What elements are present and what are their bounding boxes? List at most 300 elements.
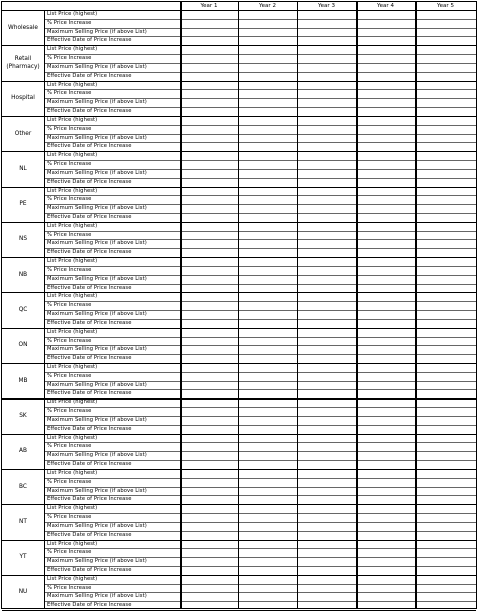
year-5-cell[interactable] xyxy=(415,495,476,504)
year-3-cell[interactable] xyxy=(297,275,356,284)
year-4-cell[interactable] xyxy=(356,248,415,257)
year-3-cell[interactable] xyxy=(297,72,356,81)
year-2-cell[interactable] xyxy=(238,557,297,566)
year-1-cell[interactable] xyxy=(180,151,238,160)
year-3-cell[interactable] xyxy=(297,540,356,549)
year-1-cell[interactable] xyxy=(180,160,238,169)
year-3-cell[interactable] xyxy=(297,107,356,116)
year-5-cell[interactable] xyxy=(415,107,476,116)
year-5-cell[interactable] xyxy=(415,442,476,451)
year-4-cell[interactable] xyxy=(356,151,415,160)
year-1-cell[interactable] xyxy=(180,319,238,328)
year-2-cell[interactable] xyxy=(238,522,297,531)
year-2-cell[interactable] xyxy=(238,531,297,540)
year-4-cell[interactable] xyxy=(356,63,415,72)
year-4-cell[interactable] xyxy=(356,531,415,540)
year-5-cell[interactable] xyxy=(415,354,476,363)
year-3-cell[interactable] xyxy=(297,504,356,513)
year-5-cell[interactable] xyxy=(415,142,476,151)
year-4-cell[interactable] xyxy=(356,495,415,504)
year-3-cell[interactable] xyxy=(297,142,356,151)
year-1-cell[interactable] xyxy=(180,10,238,19)
year-1-cell[interactable] xyxy=(180,540,238,549)
year-1-cell[interactable] xyxy=(180,98,238,107)
year-2-cell[interactable] xyxy=(238,487,297,496)
year-1-cell[interactable] xyxy=(180,592,238,601)
year-3-cell[interactable] xyxy=(297,178,356,187)
year-2-cell[interactable] xyxy=(238,310,297,319)
year-2-cell[interactable] xyxy=(238,134,297,143)
year-2-cell[interactable] xyxy=(238,363,297,372)
year-3-cell[interactable] xyxy=(297,416,356,425)
year-5-cell[interactable] xyxy=(415,204,476,213)
year-4-cell[interactable] xyxy=(356,592,415,601)
year-5-cell[interactable] xyxy=(415,257,476,266)
year-4-cell[interactable] xyxy=(356,337,415,346)
year-3-cell[interactable] xyxy=(297,116,356,125)
year-2-cell[interactable] xyxy=(238,442,297,451)
year-3-cell[interactable] xyxy=(297,195,356,204)
year-2-cell[interactable] xyxy=(238,319,297,328)
year-4-cell[interactable] xyxy=(356,504,415,513)
year-5-cell[interactable] xyxy=(415,319,476,328)
year-1-cell[interactable] xyxy=(180,89,238,98)
year-3-cell[interactable] xyxy=(297,548,356,557)
year-2-cell[interactable] xyxy=(238,142,297,151)
year-3-cell[interactable] xyxy=(297,354,356,363)
year-4-cell[interactable] xyxy=(356,116,415,125)
year-3-cell[interactable] xyxy=(297,372,356,381)
year-2-cell[interactable] xyxy=(238,98,297,107)
year-5-cell[interactable] xyxy=(415,372,476,381)
year-2-cell[interactable] xyxy=(238,495,297,504)
year-4-cell[interactable] xyxy=(356,451,415,460)
year-3-cell[interactable] xyxy=(297,125,356,134)
year-5-cell[interactable] xyxy=(415,239,476,248)
year-5-cell[interactable] xyxy=(415,478,476,487)
year-2-cell[interactable] xyxy=(238,257,297,266)
year-5-cell[interactable] xyxy=(415,345,476,354)
year-3-cell[interactable] xyxy=(297,292,356,301)
year-4-cell[interactable] xyxy=(356,89,415,98)
year-3-cell[interactable] xyxy=(297,28,356,37)
year-2-cell[interactable] xyxy=(238,151,297,160)
year-2-cell[interactable] xyxy=(238,416,297,425)
year-3-cell[interactable] xyxy=(297,98,356,107)
year-5-cell[interactable] xyxy=(415,292,476,301)
year-4-cell[interactable] xyxy=(356,407,415,416)
year-4-cell[interactable] xyxy=(356,231,415,240)
year-3-cell[interactable] xyxy=(297,522,356,531)
year-4-cell[interactable] xyxy=(356,487,415,496)
year-5-cell[interactable] xyxy=(415,81,476,90)
year-1-cell[interactable] xyxy=(180,425,238,434)
year-3-cell[interactable] xyxy=(297,381,356,390)
year-5-cell[interactable] xyxy=(415,134,476,143)
year-2-cell[interactable] xyxy=(238,513,297,522)
year-5-cell[interactable] xyxy=(415,522,476,531)
year-3-cell[interactable] xyxy=(297,89,356,98)
year-5-cell[interactable] xyxy=(415,284,476,293)
year-5-cell[interactable] xyxy=(415,28,476,37)
year-5-cell[interactable] xyxy=(415,381,476,390)
year-1-cell[interactable] xyxy=(180,363,238,372)
year-3-cell[interactable] xyxy=(297,337,356,346)
year-5-cell[interactable] xyxy=(415,407,476,416)
year-4-cell[interactable] xyxy=(356,319,415,328)
year-2-cell[interactable] xyxy=(238,204,297,213)
year-4-cell[interactable] xyxy=(356,213,415,222)
year-1-cell[interactable] xyxy=(180,434,238,443)
year-4-cell[interactable] xyxy=(356,292,415,301)
year-3-cell[interactable] xyxy=(297,495,356,504)
year-1-cell[interactable] xyxy=(180,257,238,266)
year-2-cell[interactable] xyxy=(238,469,297,478)
year-1-cell[interactable] xyxy=(180,248,238,257)
year-3-cell[interactable] xyxy=(297,301,356,310)
year-3-cell[interactable] xyxy=(297,10,356,19)
year-2-cell[interactable] xyxy=(238,372,297,381)
year-1-cell[interactable] xyxy=(180,54,238,63)
year-5-cell[interactable] xyxy=(415,487,476,496)
year-5-cell[interactable] xyxy=(415,557,476,566)
year-1-cell[interactable] xyxy=(180,487,238,496)
year-1-cell[interactable] xyxy=(180,504,238,513)
year-1-cell[interactable] xyxy=(180,531,238,540)
year-2-cell[interactable] xyxy=(238,275,297,284)
year-1-cell[interactable] xyxy=(180,275,238,284)
year-3-cell[interactable] xyxy=(297,601,356,610)
year-4-cell[interactable] xyxy=(356,98,415,107)
year-5-cell[interactable] xyxy=(415,575,476,584)
year-3-cell[interactable] xyxy=(297,469,356,478)
year-4-cell[interactable] xyxy=(356,160,415,169)
year-5-cell[interactable] xyxy=(415,566,476,575)
year-1-cell[interactable] xyxy=(180,107,238,116)
year-5-cell[interactable] xyxy=(415,10,476,19)
year-4-cell[interactable] xyxy=(356,478,415,487)
year-2-cell[interactable] xyxy=(238,328,297,337)
year-3-cell[interactable] xyxy=(297,487,356,496)
year-2-cell[interactable] xyxy=(238,540,297,549)
year-2-cell[interactable] xyxy=(238,248,297,257)
year-4-cell[interactable] xyxy=(356,328,415,337)
year-4-cell[interactable] xyxy=(356,134,415,143)
year-2-cell[interactable] xyxy=(238,460,297,469)
year-5-cell[interactable] xyxy=(415,416,476,425)
year-4-cell[interactable] xyxy=(356,363,415,372)
year-1-cell[interactable] xyxy=(180,301,238,310)
year-1-cell[interactable] xyxy=(180,513,238,522)
year-1-cell[interactable] xyxy=(180,28,238,37)
year-1-cell[interactable] xyxy=(180,460,238,469)
year-2-cell[interactable] xyxy=(238,213,297,222)
year-3-cell[interactable] xyxy=(297,478,356,487)
year-1-cell[interactable] xyxy=(180,310,238,319)
year-2-cell[interactable] xyxy=(238,584,297,593)
year-3-cell[interactable] xyxy=(297,284,356,293)
year-3-cell[interactable] xyxy=(297,389,356,398)
year-4-cell[interactable] xyxy=(356,257,415,266)
year-2-cell[interactable] xyxy=(238,107,297,116)
year-2-cell[interactable] xyxy=(238,10,297,19)
year-5-cell[interactable] xyxy=(415,89,476,98)
year-2-cell[interactable] xyxy=(238,301,297,310)
year-4-cell[interactable] xyxy=(356,540,415,549)
year-5-cell[interactable] xyxy=(415,460,476,469)
year-2-cell[interactable] xyxy=(238,195,297,204)
year-4-cell[interactable] xyxy=(356,45,415,54)
year-1-cell[interactable] xyxy=(180,125,238,134)
year-4-cell[interactable] xyxy=(356,442,415,451)
year-2-cell[interactable] xyxy=(238,239,297,248)
year-2-cell[interactable] xyxy=(238,566,297,575)
year-3-cell[interactable] xyxy=(297,248,356,257)
year-4-cell[interactable] xyxy=(356,381,415,390)
year-1-cell[interactable] xyxy=(180,337,238,346)
year-1-cell[interactable] xyxy=(180,575,238,584)
year-3-cell[interactable] xyxy=(297,592,356,601)
year-4-cell[interactable] xyxy=(356,54,415,63)
year-4-cell[interactable] xyxy=(356,195,415,204)
year-5-cell[interactable] xyxy=(415,160,476,169)
year-4-cell[interactable] xyxy=(356,416,415,425)
year-3-cell[interactable] xyxy=(297,81,356,90)
year-4-cell[interactable] xyxy=(356,601,415,610)
year-3-cell[interactable] xyxy=(297,434,356,443)
year-5-cell[interactable] xyxy=(415,213,476,222)
year-1-cell[interactable] xyxy=(180,328,238,337)
year-2-cell[interactable] xyxy=(238,160,297,169)
year-4-cell[interactable] xyxy=(356,169,415,178)
year-5-cell[interactable] xyxy=(415,540,476,549)
year-2-cell[interactable] xyxy=(238,381,297,390)
year-1-cell[interactable] xyxy=(180,601,238,610)
year-1-cell[interactable] xyxy=(180,213,238,222)
year-5-cell[interactable] xyxy=(415,310,476,319)
year-2-cell[interactable] xyxy=(238,63,297,72)
year-2-cell[interactable] xyxy=(238,54,297,63)
year-2-cell[interactable] xyxy=(238,478,297,487)
year-5-cell[interactable] xyxy=(415,337,476,346)
year-5-cell[interactable] xyxy=(415,275,476,284)
year-3-cell[interactable] xyxy=(297,425,356,434)
year-4-cell[interactable] xyxy=(356,584,415,593)
year-2-cell[interactable] xyxy=(238,345,297,354)
year-2-cell[interactable] xyxy=(238,548,297,557)
year-4-cell[interactable] xyxy=(356,28,415,37)
year-5-cell[interactable] xyxy=(415,195,476,204)
year-2-cell[interactable] xyxy=(238,407,297,416)
year-5-cell[interactable] xyxy=(415,425,476,434)
year-1-cell[interactable] xyxy=(180,469,238,478)
year-3-cell[interactable] xyxy=(297,363,356,372)
year-4-cell[interactable] xyxy=(356,204,415,213)
year-1-cell[interactable] xyxy=(180,345,238,354)
year-4-cell[interactable] xyxy=(356,372,415,381)
year-5-cell[interactable] xyxy=(415,187,476,196)
year-3-cell[interactable] xyxy=(297,54,356,63)
year-3-cell[interactable] xyxy=(297,345,356,354)
year-5-cell[interactable] xyxy=(415,363,476,372)
year-3-cell[interactable] xyxy=(297,407,356,416)
year-3-cell[interactable] xyxy=(297,513,356,522)
year-1-cell[interactable] xyxy=(180,372,238,381)
year-4-cell[interactable] xyxy=(356,125,415,134)
year-3-cell[interactable] xyxy=(297,328,356,337)
year-1-cell[interactable] xyxy=(180,389,238,398)
year-4-cell[interactable] xyxy=(356,434,415,443)
year-4-cell[interactable] xyxy=(356,142,415,151)
year-4-cell[interactable] xyxy=(356,548,415,557)
year-1-cell[interactable] xyxy=(180,72,238,81)
year-2-cell[interactable] xyxy=(238,89,297,98)
year-1-cell[interactable] xyxy=(180,169,238,178)
year-3-cell[interactable] xyxy=(297,575,356,584)
year-5-cell[interactable] xyxy=(415,451,476,460)
year-3-cell[interactable] xyxy=(297,151,356,160)
year-3-cell[interactable] xyxy=(297,204,356,213)
year-5-cell[interactable] xyxy=(415,328,476,337)
year-3-cell[interactable] xyxy=(297,584,356,593)
year-3-cell[interactable] xyxy=(297,531,356,540)
year-2-cell[interactable] xyxy=(238,504,297,513)
year-1-cell[interactable] xyxy=(180,584,238,593)
year-2-cell[interactable] xyxy=(238,28,297,37)
year-5-cell[interactable] xyxy=(415,592,476,601)
year-1-cell[interactable] xyxy=(180,63,238,72)
year-4-cell[interactable] xyxy=(356,345,415,354)
year-5-cell[interactable] xyxy=(415,504,476,513)
year-2-cell[interactable] xyxy=(238,434,297,443)
year-3-cell[interactable] xyxy=(297,169,356,178)
year-4-cell[interactable] xyxy=(356,81,415,90)
year-3-cell[interactable] xyxy=(297,160,356,169)
year-1-cell[interactable] xyxy=(180,178,238,187)
year-3-cell[interactable] xyxy=(297,222,356,231)
year-3-cell[interactable] xyxy=(297,36,356,45)
year-1-cell[interactable] xyxy=(180,266,238,275)
year-1-cell[interactable] xyxy=(180,36,238,45)
year-5-cell[interactable] xyxy=(415,116,476,125)
year-5-cell[interactable] xyxy=(415,54,476,63)
year-5-cell[interactable] xyxy=(415,601,476,610)
year-1-cell[interactable] xyxy=(180,478,238,487)
year-4-cell[interactable] xyxy=(356,469,415,478)
year-4-cell[interactable] xyxy=(356,107,415,116)
year-5-cell[interactable] xyxy=(415,98,476,107)
year-2-cell[interactable] xyxy=(238,575,297,584)
year-1-cell[interactable] xyxy=(180,548,238,557)
year-3-cell[interactable] xyxy=(297,231,356,240)
year-4-cell[interactable] xyxy=(356,425,415,434)
year-2-cell[interactable] xyxy=(238,45,297,54)
year-4-cell[interactable] xyxy=(356,19,415,28)
year-3-cell[interactable] xyxy=(297,566,356,575)
year-1-cell[interactable] xyxy=(180,116,238,125)
year-5-cell[interactable] xyxy=(415,584,476,593)
year-4-cell[interactable] xyxy=(356,10,415,19)
year-1-cell[interactable] xyxy=(180,354,238,363)
year-2-cell[interactable] xyxy=(238,187,297,196)
year-5-cell[interactable] xyxy=(415,222,476,231)
year-2-cell[interactable] xyxy=(238,19,297,28)
year-4-cell[interactable] xyxy=(356,72,415,81)
year-3-cell[interactable] xyxy=(297,557,356,566)
year-3-cell[interactable] xyxy=(297,266,356,275)
year-5-cell[interactable] xyxy=(415,169,476,178)
year-5-cell[interactable] xyxy=(415,36,476,45)
year-4-cell[interactable] xyxy=(356,557,415,566)
year-5-cell[interactable] xyxy=(415,19,476,28)
year-2-cell[interactable] xyxy=(238,222,297,231)
year-5-cell[interactable] xyxy=(415,231,476,240)
year-4-cell[interactable] xyxy=(356,522,415,531)
year-5-cell[interactable] xyxy=(415,125,476,134)
year-2-cell[interactable] xyxy=(238,72,297,81)
year-5-cell[interactable] xyxy=(415,45,476,54)
year-1-cell[interactable] xyxy=(180,142,238,151)
year-2-cell[interactable] xyxy=(238,178,297,187)
year-4-cell[interactable] xyxy=(356,301,415,310)
year-4-cell[interactable] xyxy=(356,460,415,469)
year-5-cell[interactable] xyxy=(415,548,476,557)
year-3-cell[interactable] xyxy=(297,451,356,460)
year-4-cell[interactable] xyxy=(356,239,415,248)
year-3-cell[interactable] xyxy=(297,310,356,319)
year-5-cell[interactable] xyxy=(415,178,476,187)
year-3-cell[interactable] xyxy=(297,460,356,469)
year-1-cell[interactable] xyxy=(180,45,238,54)
year-2-cell[interactable] xyxy=(238,81,297,90)
year-2-cell[interactable] xyxy=(238,451,297,460)
year-5-cell[interactable] xyxy=(415,72,476,81)
year-5-cell[interactable] xyxy=(415,389,476,398)
year-2-cell[interactable] xyxy=(238,389,297,398)
year-1-cell[interactable] xyxy=(180,442,238,451)
year-3-cell[interactable] xyxy=(297,187,356,196)
year-4-cell[interactable] xyxy=(356,266,415,275)
year-2-cell[interactable] xyxy=(238,125,297,134)
year-3-cell[interactable] xyxy=(297,319,356,328)
year-3-cell[interactable] xyxy=(297,19,356,28)
year-2-cell[interactable] xyxy=(238,116,297,125)
year-3-cell[interactable] xyxy=(297,442,356,451)
year-1-cell[interactable] xyxy=(180,231,238,240)
year-5-cell[interactable] xyxy=(415,248,476,257)
year-2-cell[interactable] xyxy=(238,292,297,301)
year-4-cell[interactable] xyxy=(356,222,415,231)
year-5-cell[interactable] xyxy=(415,266,476,275)
year-1-cell[interactable] xyxy=(180,566,238,575)
year-2-cell[interactable] xyxy=(238,36,297,45)
year-3-cell[interactable] xyxy=(297,257,356,266)
year-4-cell[interactable] xyxy=(356,389,415,398)
year-1-cell[interactable] xyxy=(180,407,238,416)
year-1-cell[interactable] xyxy=(180,522,238,531)
year-2-cell[interactable] xyxy=(238,284,297,293)
year-1-cell[interactable] xyxy=(180,222,238,231)
year-5-cell[interactable] xyxy=(415,531,476,540)
year-1-cell[interactable] xyxy=(180,416,238,425)
year-4-cell[interactable] xyxy=(356,178,415,187)
year-1-cell[interactable] xyxy=(180,557,238,566)
year-5-cell[interactable] xyxy=(415,63,476,72)
year-1-cell[interactable] xyxy=(180,134,238,143)
year-3-cell[interactable] xyxy=(297,213,356,222)
year-4-cell[interactable] xyxy=(356,513,415,522)
year-2-cell[interactable] xyxy=(238,231,297,240)
